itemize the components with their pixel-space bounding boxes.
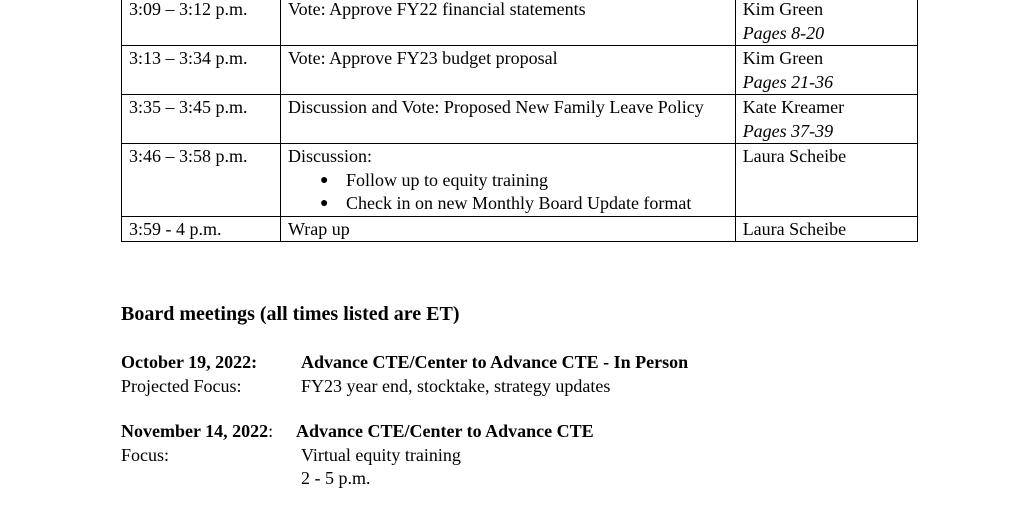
agenda-item: Vote: Approve FY23 budget proposal [280,46,735,95]
meeting-focus: Virtual equity training [301,444,461,465]
meeting-focus-label: Focus: [121,444,170,465]
agenda-presenter-cell [735,0,917,46]
agenda-presenter: Laura Scheibe [735,216,917,242]
agenda-pages: Pages 8-20 [742,22,825,43]
table-row [122,46,918,95]
agenda-time: 3:46 – 3:58 p.m. [122,144,281,217]
agenda-item: Discussion: [287,146,372,166]
meeting-date: October 19, 2022: [121,352,258,372]
table-row [122,95,918,144]
agenda-presenter-cell [735,46,917,95]
meeting-entry [121,351,901,398]
meeting-entry [121,420,901,491]
bullet-icon: ● [319,196,329,211]
table-row [122,144,918,217]
agenda-presenter: Kate Kreamer [742,97,845,117]
agenda-item-cell [280,144,735,217]
table-row [122,0,918,46]
meeting-focus-label: Projected Focus: [121,375,242,396]
agenda-time: 3:59 - 4 p.m. [122,216,281,242]
agenda-time: 3:09 – 3:12 p.m. [122,0,281,46]
table-row [122,216,918,242]
agenda-item: Wrap up [280,216,735,242]
agenda-item: Vote: Approve FY22 financial statements [280,0,735,46]
agenda-pages: Pages 37-39 [742,120,834,141]
agenda-pages: Pages 21-36 [742,71,834,92]
list-item [319,169,728,193]
bullet-text: Check in on new Monthly Board Update format [345,193,692,213]
agenda-presenter: Laura Scheibe [735,144,917,217]
meeting-date-line [121,420,273,444]
meeting-name: Advance CTE/Center to Advance CTE [296,421,594,441]
meeting-time: 2 - 5 p.m. [301,468,371,488]
agenda-item: Discussion and Vote: Proposed New Family Leave Policy [280,95,735,144]
meeting-date: November 14, 2022 [121,421,269,441]
meeting-focus: FY23 year end, stocktake, strategy updates [301,375,611,396]
meeting-name: Advance CTE/Center to Advance CTE - In Person [301,352,689,372]
agenda-table [121,0,918,242]
bullet-icon: ● [319,172,329,188]
agenda-presenter-cell [735,95,917,144]
meeting-date-colon: : [268,421,274,441]
agenda-presenter: Kim Green [742,0,824,19]
agenda-time: 3:13 – 3:34 p.m. [122,46,281,95]
list-item [319,192,728,216]
agenda-time: 3:35 – 3:45 p.m. [122,95,281,144]
board-meetings-heading: Board meetings (all times listed are ET) [121,303,460,325]
bullet-text: Follow up to equity training [345,169,548,190]
agenda-presenter: Kim Green [742,48,824,68]
discussion-bullet-list [288,169,728,216]
